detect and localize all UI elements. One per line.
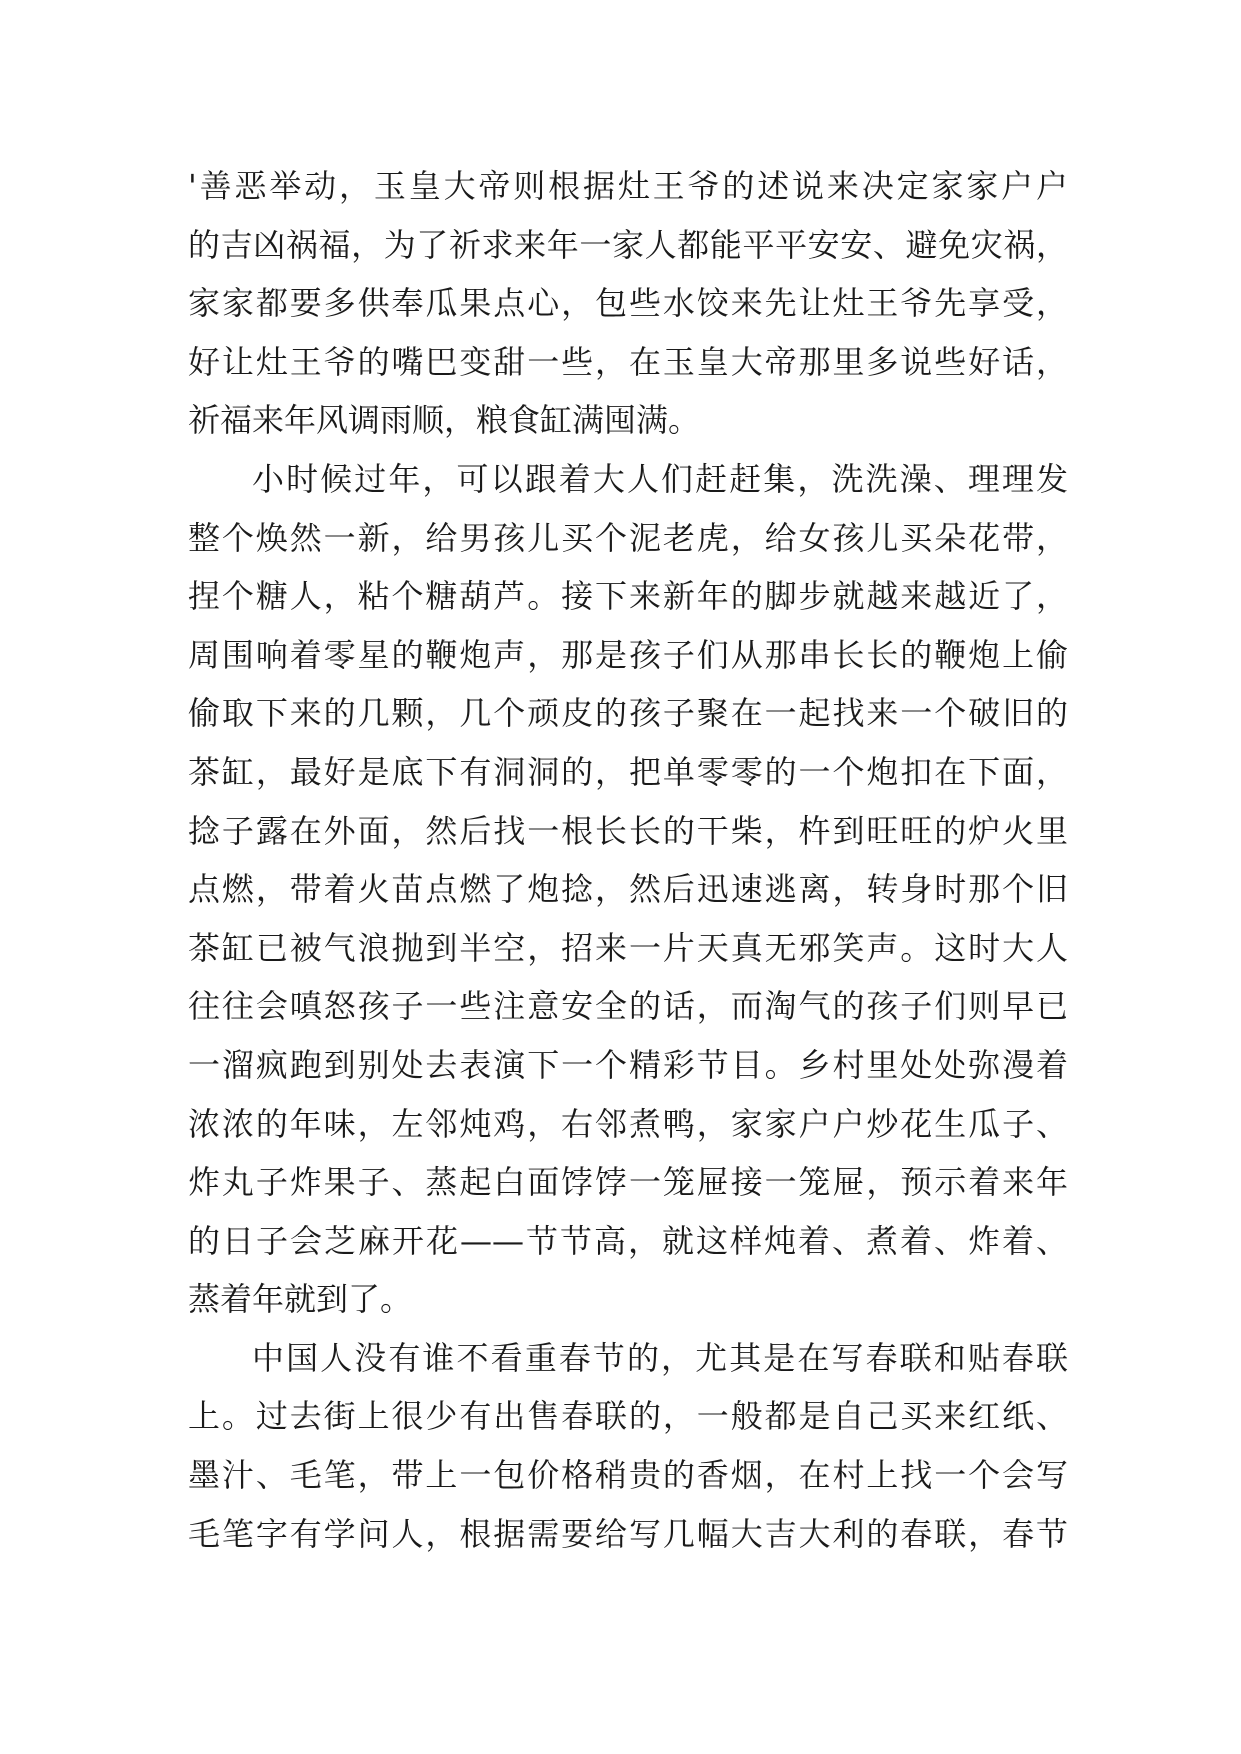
text-line: 毛笔字有学问人，根据需要给写几幅大吉大利的春联，春节 <box>188 1514 1068 1553</box>
text-line: 家家都要多供奉瓜果点心，包些水饺来先让灶王爷先享受， <box>188 284 1068 323</box>
text-line: 好让灶王爷的嘴巴变甜一些，在玉皇大帝那里多说些好话， <box>188 342 1068 381</box>
text-line: 茶缸已被气浪抛到半空，招来一片天真无邪笑声。这时大人 <box>188 928 1068 967</box>
text-line: 上。过去街上很少有出售春联的，一般都是自己买来红纸、 <box>188 1397 1068 1436</box>
text-line: 捏个糖人，粘个糖葫芦。接下来新年的脚步就越来越近了， <box>188 577 1068 616</box>
text-line: 捻子露在外面，然后找一根长长的干柴，杵到旺旺的炉火里 <box>188 811 1068 850</box>
text-line: 一溜疯跑到别处去表演下一个精彩节目。乡村里处处弥漫着 <box>188 1045 1068 1084</box>
text-line: 蒸着年就到了。 <box>188 1280 413 1319</box>
text-line: 炸丸子炸果子、蒸起白面饽饽一笼屉接一笼屉，预示着来年 <box>188 1163 1068 1202</box>
text-line: 往往会嗔怒孩子一些注意安全的话，而淘气的孩子们则早已 <box>188 987 1068 1026</box>
text-line: 小时候过年，可以跟着大人们赶赶集，洗洗澡、理理发 <box>252 459 1068 498</box>
text-line: 周围响着零星的鞭炮声，那是孩子们从那串长长的鞭炮上偷 <box>188 635 1068 674</box>
text-line: 偷取下来的几颗，几个顽皮的孩子聚在一起找来一个破旧的 <box>188 694 1068 733</box>
text-line: 茶缸，最好是底下有洞洞的，把单零零的一个炮扣在下面， <box>188 752 1068 791</box>
text-line: 整个焕然一新，给男孩儿买个泥老虎，给女孩儿买朵花带， <box>188 518 1068 557</box>
text-line: 的吉凶祸福，为了祈求来年一家人都能平平安安、避免灾祸， <box>188 225 1068 264</box>
body-text <box>188 157 1068 1563</box>
text-line: 点燃，带着火苗点燃了炮捻，然后迅速逃离，转身时那个旧 <box>188 870 1068 909</box>
text-line: 的日子会芝麻开花——节节高，就这样炖着、煮着、炸着、 <box>188 1221 1068 1260</box>
text-line: '善恶举动，玉皇大帝则根据灶王爷的述说来决定家家户户 <box>188 167 1068 205</box>
text-line: 中国人没有谁不看重春节的，尤其是在写春联和贴春联 <box>252 1338 1068 1377</box>
text-line: 浓浓的年味，左邻炖鸡，右邻煮鸭，家家户户炒花生瓜子、 <box>188 1104 1068 1143</box>
text-line: 祈福来年风调雨顺，粮食缸满囤满。 <box>188 401 701 440</box>
text-line: 墨汁、毛笔，带上一包价格稍贵的香烟，在村上找一个会写 <box>188 1456 1068 1495</box>
